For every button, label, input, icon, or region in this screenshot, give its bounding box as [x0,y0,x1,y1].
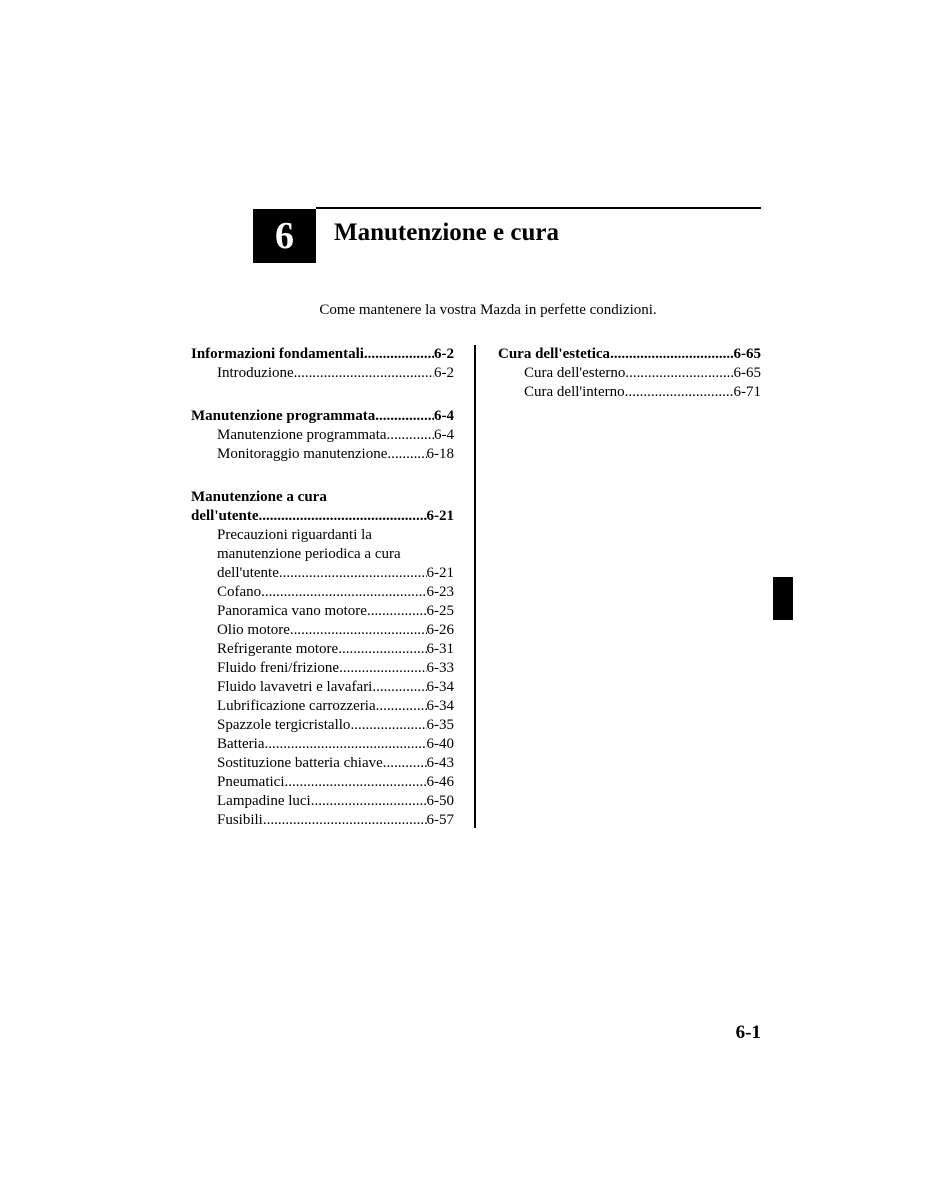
toc-page-ref: 6-34 [426,679,454,695]
toc-left-column [191,345,454,830]
toc-entry[interactable] [191,735,454,754]
toc-entry-label: dell'utente [217,565,279,581]
toc-entry-label: Introduzione [217,365,294,381]
toc-entry-line: manutenzione periodica a cura [217,546,401,562]
toc-page-ref: 6-21 [426,565,454,581]
toc-entry-label: Refrigerante motore [217,641,339,657]
toc-heading-label: Informazioni fondamentali [191,346,364,362]
dot-leader [372,678,426,697]
toc-entry[interactable] [191,754,454,773]
dot-leader [311,792,427,811]
dot-leader [350,716,426,735]
toc-entry[interactable] [191,426,454,445]
dot-leader [263,811,427,830]
toc-page-ref: 6-43 [426,755,454,771]
page-number: 6-1 [735,1022,761,1043]
toc-section-utente [191,488,454,830]
dot-leader [264,735,426,754]
toc-entry[interactable] [191,364,454,383]
toc-page-ref: 6-25 [426,603,454,619]
toc-page-ref: 6-2 [434,346,454,362]
toc-page-ref: 6-21 [426,508,454,524]
toc-page-ref: 6-65 [733,365,761,381]
toc-page-ref: 6-2 [434,365,454,381]
toc-entry-label: Batteria [217,736,265,752]
toc-page-ref: 6-4 [434,427,454,443]
toc-page-ref: 6-40 [426,736,454,752]
toc-entry-label: Spazzole tergicristallo [217,717,351,733]
toc-page-ref: 6-35 [426,717,454,733]
toc-page-ref: 6-23 [426,584,454,600]
column-divider [474,345,476,828]
dot-leader [625,383,734,402]
dot-leader [261,583,426,602]
dot-leader [387,445,426,464]
chapter-title-rule [316,207,761,209]
toc-entry-line: Precauzioni riguardanti la [217,527,372,543]
toc-entry-label: Panoramica vano motore [217,603,367,619]
dot-leader [383,754,427,773]
dot-leader [387,426,434,445]
dot-leader [279,564,427,583]
toc-entry[interactable] [191,564,454,583]
toc-entry-label: Fusibili [217,812,263,828]
toc-section-heading-line: Manutenzione a cura [191,489,327,505]
toc-page-ref: 6-57 [426,812,454,828]
toc-entry-label: Cofano [217,584,262,600]
dot-leader [367,602,427,621]
toc-page-ref: 6-34 [426,698,454,714]
toc-entry[interactable] [498,383,761,402]
toc-page-ref: 6-18 [426,446,454,462]
dot-leader [338,640,426,659]
toc-entry[interactable] [191,445,454,464]
dot-leader [610,345,733,364]
toc-page-ref: 6-31 [426,641,454,657]
toc-entry-label: Fluido freni/frizione [217,660,340,676]
toc-entry[interactable] [191,716,454,735]
toc-entry[interactable] [191,583,454,602]
toc-section-heading[interactable] [191,345,454,364]
dot-leader [625,364,733,383]
dot-leader [376,697,427,716]
toc-entry-label: Fluido lavavetri e lavafari [217,679,373,695]
toc-entry-label: Lubrificazione carrozzeria [217,698,376,714]
toc-entry-label: Olio motore [217,622,290,638]
toc-entry[interactable] [191,621,454,640]
toc-entry-label: Lampadine luci [217,793,311,809]
toc-section-heading[interactable] [498,345,761,364]
chapter-number-box [253,209,316,263]
toc-page-ref: 6-71 [733,384,761,400]
chapter-number: 6 [275,215,294,257]
toc-entry-label: Pneumatici [217,774,285,790]
toc-section-heading[interactable] [191,407,454,426]
toc-entry-label: Cura dell'interno [524,384,625,400]
toc-page-ref: 6-4 [434,408,454,424]
dot-leader [364,345,434,364]
chapter-subtitle: Come mantenere la vostra Mazda in perfette condizioni. [319,302,657,318]
toc-heading-label: dell'utente [191,508,259,524]
toc-section-heading[interactable] [191,507,454,526]
toc-page-ref: 6-50 [426,793,454,809]
toc-entry[interactable] [191,640,454,659]
chapter-title: Manutenzione e cura [334,219,559,246]
toc-section-programmata [191,407,454,464]
toc-entry[interactable] [191,697,454,716]
toc-right-column [498,345,761,402]
toc-page-ref: 6-65 [733,346,761,362]
toc-entry[interactable] [191,792,454,811]
toc-page-ref: 6-26 [426,622,454,638]
toc-section-estetica [498,345,761,402]
toc-entry[interactable] [191,678,454,697]
toc-entry-label: Monitoraggio manutenzione [217,446,388,462]
toc-entry[interactable] [191,811,454,830]
dot-leader [339,659,426,678]
section-gap [191,383,454,407]
dot-leader [375,407,434,426]
section-gap [191,464,454,488]
toc-page-ref: 6-46 [426,774,454,790]
dot-leader [290,621,427,640]
toc-entry[interactable] [191,602,454,621]
toc-entry[interactable] [498,364,761,383]
dot-leader [285,773,427,792]
toc-entry-label: Sostituzione batteria chiave [217,755,383,771]
dot-leader [294,364,434,383]
toc-page-ref: 6-33 [426,660,454,676]
dot-leader [259,507,427,526]
toc-section-informazioni [191,345,454,383]
toc-entry[interactable] [191,773,454,792]
toc-heading-label: Cura dell'estetica [498,346,611,362]
chapter-thumb-tab [773,577,793,620]
toc-entry[interactable] [191,659,454,678]
toc-heading-label: Manutenzione programmata [191,408,376,424]
toc-entry-label: Manutenzione programmata [217,427,387,443]
toc-entry-label: Cura dell'esterno [524,365,626,381]
